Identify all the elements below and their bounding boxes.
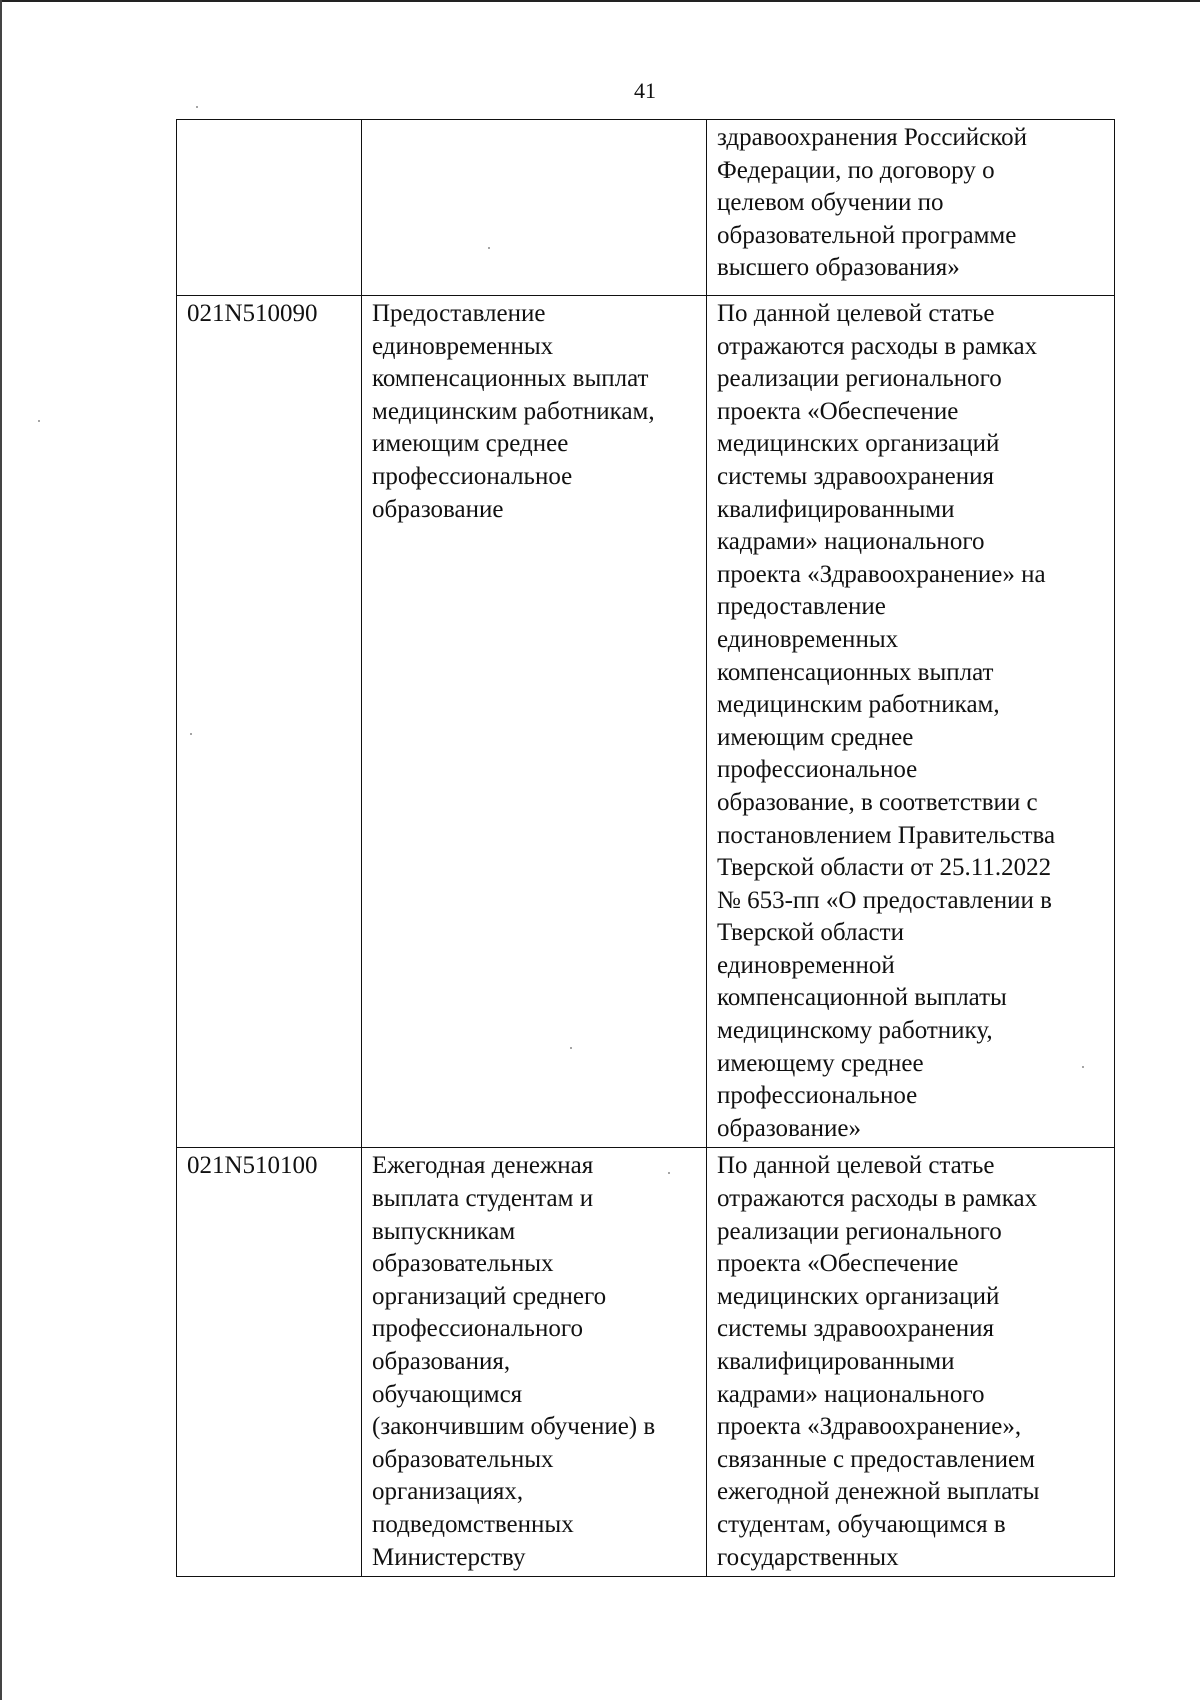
cell-text-line: проекта «Здравоохранение», — [717, 1413, 1022, 1441]
cell-text-line: единовременных — [717, 625, 899, 653]
cell-text-line: образование» — [717, 1114, 861, 1142]
cell-text-line: Предоставление — [372, 300, 546, 327]
table-row — [177, 296, 1115, 1148]
cell-text-line: системы здравоохранения — [717, 1315, 995, 1343]
cell-text-line: здравоохранения Российской — [717, 124, 1028, 151]
cell-text-line: медицинских организаций — [717, 1282, 1000, 1310]
cell-text-line: подведомственных — [372, 1510, 574, 1538]
code-cell: 021N510100 — [177, 1148, 362, 1577]
cell-text-line: связанные с предоставлением — [717, 1445, 1035, 1473]
description-cell — [707, 120, 1115, 296]
cell-text-line: обучающимся — [372, 1380, 523, 1408]
cell-text-line: выпускникам — [372, 1217, 516, 1245]
cell-text-line: профессиональное — [717, 1082, 918, 1110]
cell-text-line: отражаются расходы в рамках — [717, 332, 1038, 360]
cell-text-line: государственных — [717, 1543, 899, 1571]
cell-text-line: По данной целевой статье — [717, 1152, 995, 1180]
cell-text-line: медицинским работникам, — [372, 397, 655, 425]
cell-text-line: образования, — [372, 1348, 511, 1375]
scan-edge-top — [0, 0, 1200, 2]
cell-text-line: компенсационной выплаты — [717, 984, 1007, 1012]
cell-text-line: образовательных — [372, 1445, 554, 1473]
code-cell: 021N510090 — [177, 296, 362, 1148]
cell-text-line: организаций среднего — [372, 1282, 607, 1310]
cell-text-line: Тверской области — [717, 919, 904, 947]
cell-text-line: Ежегодная денежная — [372, 1152, 594, 1180]
cell-text-line: кадрами» национального — [717, 528, 985, 556]
cell-text-line: По данной целевой статье — [717, 300, 995, 327]
cell-text-line: профессионального — [372, 1315, 583, 1343]
scan-speck — [668, 1172, 670, 1174]
cell-text-line: Тверской области от 25.11.2022 — [717, 854, 1052, 882]
table-row — [177, 1148, 1115, 1577]
cell-text-line: медицинских организаций — [717, 430, 1000, 458]
scan-speck — [196, 106, 198, 108]
cell-text-line: (закончившим обучение) в — [372, 1413, 656, 1441]
cell-text-line: системы здравоохранения — [717, 462, 995, 490]
cell-text-line: единовременной — [717, 951, 895, 979]
cell-text-line: целевом обучении по — [717, 189, 944, 217]
cell-text-line: медицинскому работнику, — [717, 1017, 993, 1045]
scan-speck — [1082, 1066, 1084, 1068]
cell-text-line: имеющим среднее — [717, 723, 914, 751]
cell-text-line: организациях, — [372, 1478, 524, 1506]
scan-speck — [190, 733, 192, 735]
name-cell — [362, 120, 707, 296]
scan-edge-left — [0, 0, 2, 1700]
table-row — [177, 120, 1115, 296]
cell-text-line: профессиональное — [372, 462, 573, 490]
cell-text-line: ежегодной денежной выплаты — [717, 1478, 1040, 1506]
cell-text-line: проекта «Обеспечение — [717, 1250, 959, 1278]
name-cell — [362, 1148, 707, 1577]
cell-text-line: Министерству — [372, 1543, 526, 1571]
cell-text-line: реализации регионального — [717, 365, 1002, 393]
cell-text-line: единовременных — [372, 332, 554, 360]
cell-text-line: реализации регионального — [717, 1217, 1002, 1245]
cell-text-line: кадрами» национального — [717, 1380, 985, 1408]
cell-text-line: студентам, обучающимся в — [717, 1510, 1006, 1538]
cell-text-line: отражаются расходы в рамках — [717, 1185, 1038, 1213]
name-cell — [362, 296, 707, 1148]
cell-text-line: образование, в соответствии с — [717, 788, 1038, 816]
cell-text-line: Федерации, по договору о — [717, 156, 995, 184]
cell-text-line: имеющим среднее — [372, 430, 569, 458]
cell-text-line: проекта «Здравоохранение» на — [717, 560, 1046, 588]
description-cell — [707, 1148, 1115, 1577]
cell-text-line: образовательных — [372, 1250, 554, 1278]
cell-text-line: имеющему среднее — [717, 1049, 924, 1077]
cell-text-line: медицинским работникам, — [717, 691, 1000, 719]
cell-text-line: компенсационных выплат — [372, 365, 649, 393]
cell-text-line: профессиональное — [717, 756, 918, 784]
code-cell — [177, 120, 362, 296]
cell-text-line: высшего образования» — [717, 254, 960, 282]
cell-text-line: образовательной программе — [717, 221, 1017, 249]
cell-text-line: № 653-пп «О предоставлении в — [717, 886, 1052, 914]
scan-speck — [38, 420, 40, 422]
cell-text-line: выплата студентам и — [372, 1185, 594, 1213]
cell-text-line: предоставление — [717, 593, 886, 621]
scan-speck — [570, 1047, 572, 1049]
cell-text-line: образование — [372, 495, 504, 523]
scan-speck — [488, 247, 490, 249]
cell-text-line: постановлением Правительства — [717, 821, 1056, 849]
description-cell — [707, 296, 1115, 1148]
cell-text-line: квалифицированными — [717, 1348, 955, 1375]
cell-text-line: проекта «Обеспечение — [717, 397, 959, 425]
budget-classification-table — [176, 119, 1115, 1577]
cell-text-line: компенсационных выплат — [717, 658, 994, 686]
page-number: 41 — [634, 78, 656, 103]
cell-text-line: квалифицированными — [717, 495, 955, 523]
